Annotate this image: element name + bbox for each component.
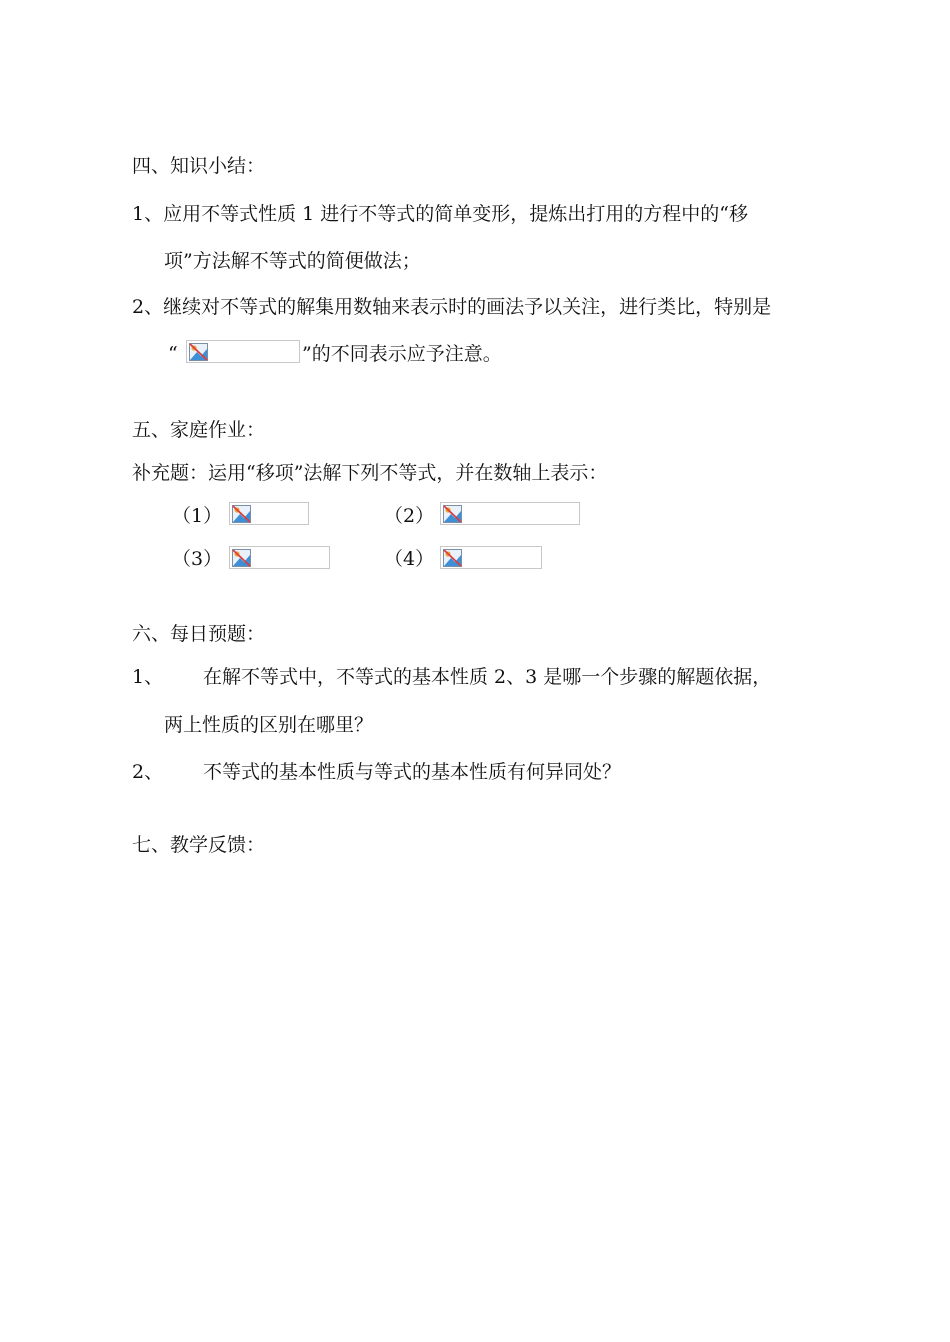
broken-image-icon [189, 343, 208, 361]
inline-math-image [186, 340, 300, 363]
broken-image-icon [232, 549, 251, 567]
summary-item-2-line-1: 2、继续对不等式的解集用数轴来表示时的画法予以关注，进行类比，特别是 [132, 296, 772, 318]
exercise-image-4 [440, 546, 542, 569]
exercise-image-3 [229, 546, 330, 569]
preview-question-1-line-1: 在解不等式中，不等式的基本性质 2、3 是哪一个步骤的解题依据， [203, 666, 772, 688]
exercise-label-3: （3） [172, 548, 223, 570]
summary-item-1-line-2: 项”方法解不等式的简便做法； [164, 250, 421, 272]
summary-item-2-line-2: ”的不同表示应予注意。 [302, 343, 502, 365]
section-heading-summary: 四、知识小结： [132, 155, 266, 177]
summary-item-2-open-quote: “ [168, 343, 178, 365]
exercise-image-1 [229, 502, 309, 525]
broken-image-icon [232, 505, 251, 523]
section-heading-feedback: 七、教学反馈： [132, 834, 266, 856]
homework-intro: 补充题：运用“移项”法解下列不等式，并在数轴上表示： [132, 462, 608, 484]
preview-question-2-number: 2、 [132, 761, 164, 783]
exercise-image-2 [440, 502, 580, 525]
preview-question-2-line-1: 不等式的基本性质与等式的基本性质有何异同处？ [203, 761, 622, 783]
broken-image-icon [443, 549, 462, 567]
exercise-label-1: （1） [172, 505, 223, 527]
broken-image-icon [443, 505, 462, 523]
section-heading-preview: 六、每日预题： [132, 623, 266, 645]
preview-question-1-line-2: 两上性质的区别在哪里？ [164, 714, 374, 736]
summary-item-1-line-1: 1、应用不等式性质 1 进行不等式的简单变形，提炼出打用的方程中的“移 [132, 203, 748, 225]
exercise-label-4: （4） [384, 548, 435, 570]
exercise-label-2: （2） [384, 505, 435, 527]
preview-question-1-number: 1、 [132, 666, 164, 688]
section-heading-homework: 五、家庭作业： [132, 419, 266, 441]
